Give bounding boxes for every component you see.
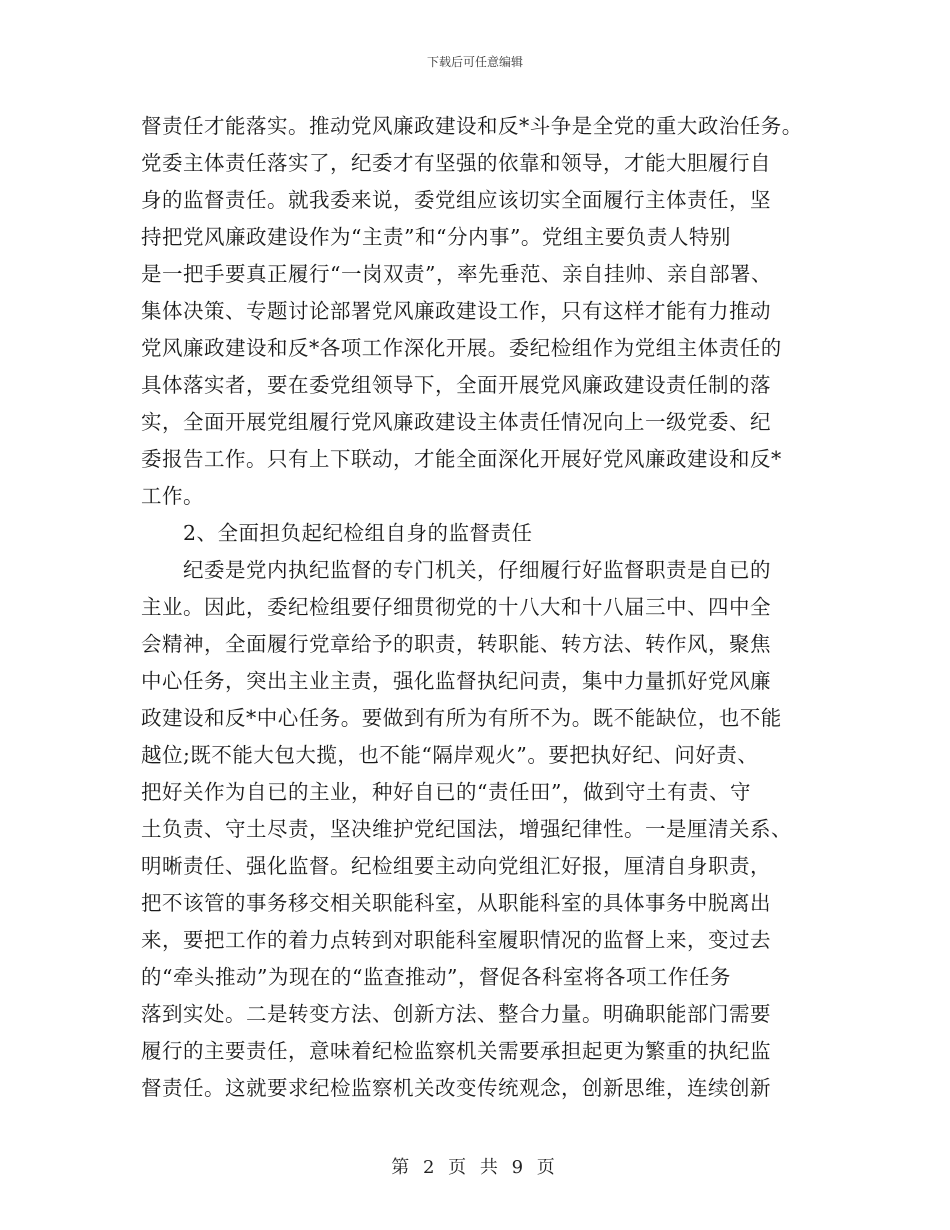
text-line: 是一把手要真正履行“一岗双责”，率先垂范、亲自挂帅、亲自部署、 bbox=[141, 262, 772, 286]
page-header: 下载后可任意编辑 bbox=[426, 55, 523, 69]
section-heading: 2、全面担负起纪检组自身的监督责任 bbox=[141, 521, 533, 545]
text-line: 会精神，全面履行党章给予的职责，转职能、转方法、转作风，聚焦 bbox=[141, 632, 771, 656]
text-line: 督责任才能落实。推动党风廉政建设和反*斗争是全党的重大政治任务。 bbox=[141, 114, 803, 138]
text-line: 督责任。这就要求纪检监察机关改变传统观念，创新思维，连续创新 bbox=[141, 1076, 771, 1100]
text-line: 来，要把工作的着力点转到对职能科室履职情况的监督上来，变过去 bbox=[141, 928, 771, 952]
text-line: 党委主体责任落实了，纪委才有坚强的依靠和领导，才能大胆履行自 bbox=[141, 151, 771, 175]
text-line: 工作。 bbox=[141, 484, 204, 508]
text-line: 越位;既不能大包大揽，也不能“隔岸观火”。要把执好纪、问好责、 bbox=[141, 743, 759, 767]
text-line: 主业。因此，委纪检组要仔细贯彻党的十八大和十八届三中、四中全 bbox=[141, 595, 771, 619]
text-line: 把不该管的事务移交相关职能科室，从职能科室的具体事务中脱离出 bbox=[141, 891, 771, 915]
page-footer: 第 2 页 共 9 页 bbox=[391, 1157, 559, 1178]
text-line: 落到实处。二是转变方法、创新方法、整合力量。明确职能部门需要 bbox=[141, 1002, 771, 1026]
text-line: 中心任务，突出主业主责，强化监督执纪问责，集中力量抓好党风廉 bbox=[141, 669, 771, 693]
text-line: 集体决策、专题讨论部署党风廉政建设工作，只有这样才能有力推动 bbox=[141, 299, 771, 323]
text-line: 履行的主要责任，意味着纪检监察机关需要承担起更为繁重的执纪监 bbox=[141, 1039, 771, 1063]
text-line: 明晰责任、强化监督。纪检组要主动向党组汇好报，厘清自身职责， bbox=[141, 854, 771, 878]
text-line: 实，全面开展党组履行党风廉政建设主体责任情况向上一级党委、纪 bbox=[141, 410, 771, 434]
document-body bbox=[141, 108, 831, 1107]
text-line: 政建设和反*中心任务。要做到有所为有所不为。既不能缺位，也不能 bbox=[141, 706, 782, 730]
text-line: 委报告工作。只有上下联动，才能全面深化开展好党风廉政建设和反* bbox=[141, 447, 782, 471]
text-line: 具体落实者，要在委党组领导下，全面开展党风廉政建设责任制的落 bbox=[141, 373, 771, 397]
text-line: 纪委是党内执纪监督的专门机关，仔细履行好监督职责是自已的 bbox=[141, 558, 771, 582]
text-line: 身的监督责任。就我委来说，委党组应该切实全面履行主体责任，坚 bbox=[141, 188, 771, 212]
text-line: 持把党风廉政建设作为“主责”和“分内事”。党组主要负责人特别 bbox=[141, 225, 731, 249]
text-line: 土负责、守土尽责，坚决维护党纪国法，增强纪律性。一是厘清关系、 bbox=[141, 817, 792, 841]
text-line: 的“牵头推动”为现在的“监查推动”，督促各科室将各项工作任务 bbox=[141, 965, 731, 989]
text-line: 党风廉政建设和反*各项工作深化开展。委纪检组作为党组主体责任的 bbox=[141, 336, 782, 360]
text-line: 把好关作为自已的主业，种好自已的“责任田”，做到守土有责、守 bbox=[141, 780, 751, 804]
